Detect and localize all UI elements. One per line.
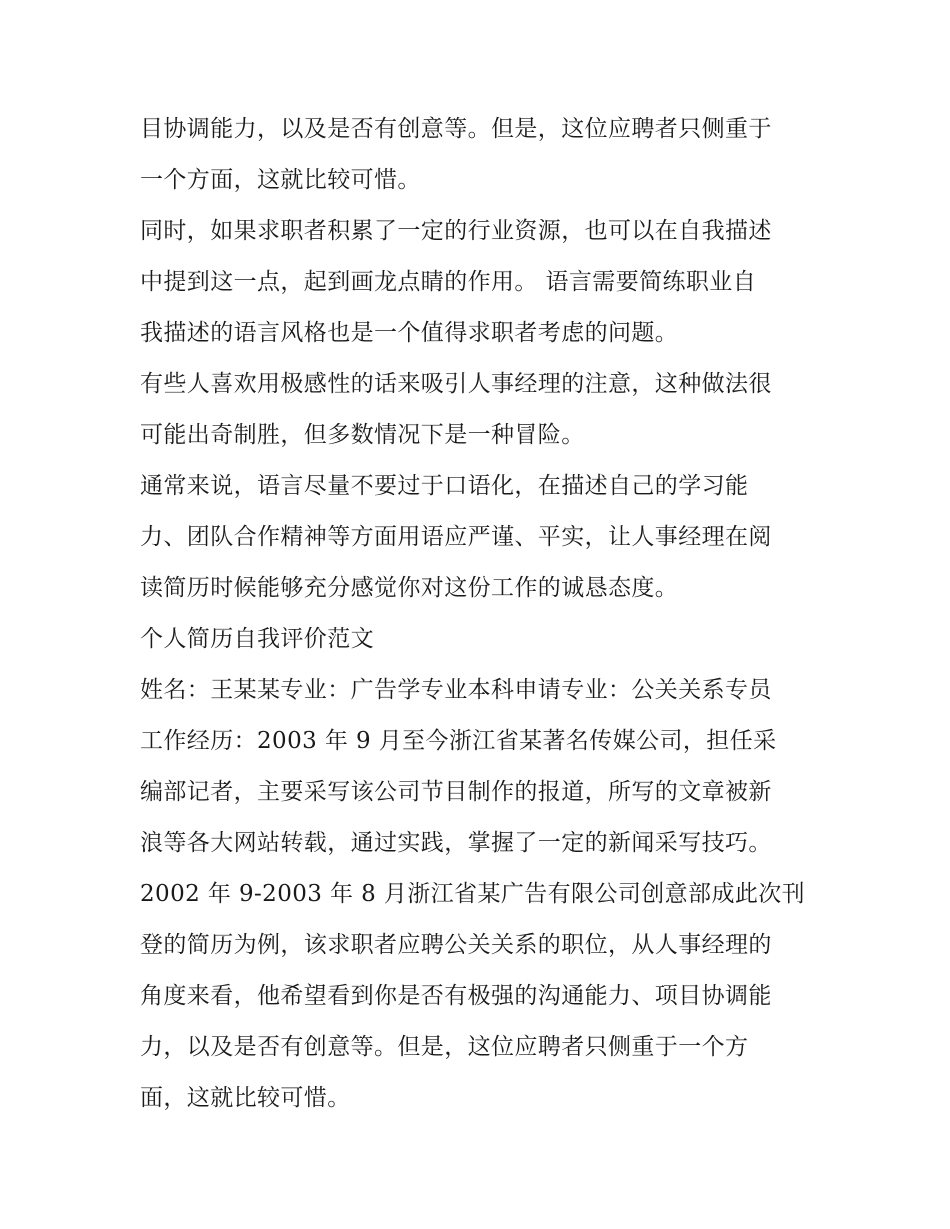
text-line: 登的简历为例，该求职者应聘公关关系的职位，从人事经理的 <box>140 932 772 958</box>
text-line: 2002 年 9-2003 年 8 月浙江省某广告有限公司创意部成此次刊 <box>140 881 806 907</box>
text-line: 力，以及是否有创意等。但是，这位应聘者只侧重于一个方 <box>140 1034 749 1060</box>
document-body <box>140 104 820 1124</box>
text-line: 工作经历：2003 年 9 月至今浙江省某著名传媒公司，担任采 <box>140 728 777 754</box>
text-line: 一个方面，这就比较可惜。 <box>140 167 421 193</box>
section-heading: 个人简历自我评价范文 <box>140 626 374 652</box>
text-line: 目协调能力，以及是否有创意等。但是，这位应聘者只侧重于 <box>140 116 772 142</box>
text-line: 中提到这一点，起到画龙点睛的作用。 语言需要简练职业自 <box>140 269 757 295</box>
text-line: 编部记者，主要采写该公司节目制作的报道，所写的文章被新 <box>140 779 772 805</box>
text-line: 有些人喜欢用极感性的话来吸引人事经理的注意，这种做法很 <box>140 371 772 397</box>
text-line: 同时，如果求职者积累了一定的行业资源，也可以在自我描述 <box>140 218 772 244</box>
text-line: 通常来说，语言尽量不要过于口语化，在描述自己的学习能 <box>140 473 749 499</box>
text-line: 可能出奇制胜，但多数情况下是一种冒险。 <box>140 422 585 448</box>
text-line: 我描述的语言风格也是一个值得求职者考虑的问题。 <box>140 320 679 346</box>
text-line: 角度来看，他希望看到你是否有极强的沟通能力、项目协调能 <box>140 983 772 1009</box>
text-line: 力、团队合作精神等方面用语应严谨、平实，让人事经理在阅 <box>140 524 772 550</box>
text-line: 浪等各大网站转载，通过实践，掌握了一定的新闻采写技巧。 <box>140 830 772 856</box>
text-line: 面，这就比较可惜。 <box>140 1085 351 1111</box>
text-line: 姓名：王某某专业：广告学专业本科申请专业：公关关系专员 <box>140 677 772 703</box>
text-line: 读简历时候能够充分感觉你对这份工作的诚恳态度。 <box>140 575 679 601</box>
